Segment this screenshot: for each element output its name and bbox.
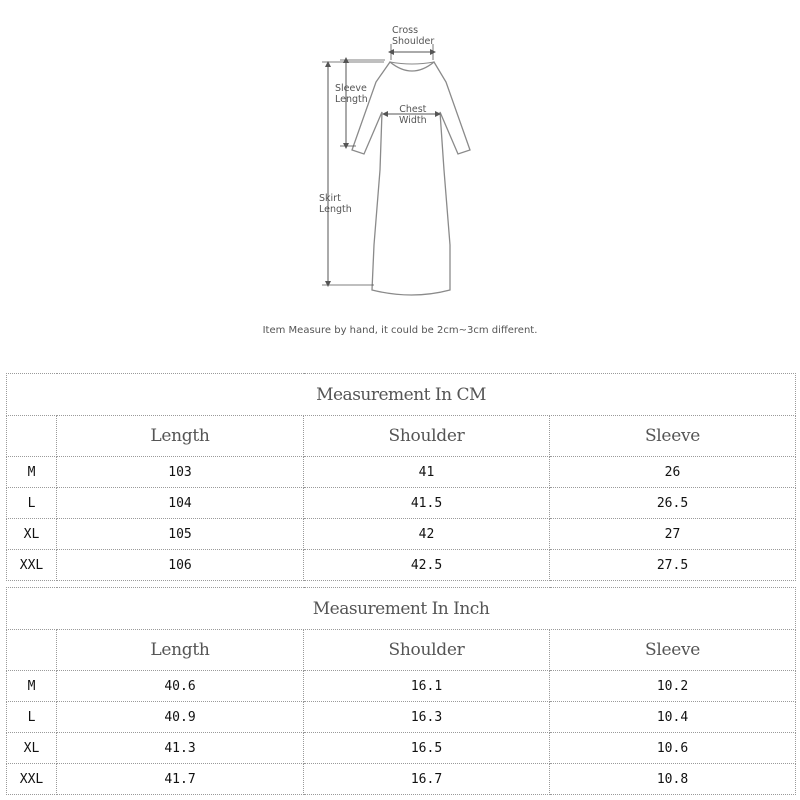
- inch-table-title: Measurement In Inch: [7, 588, 796, 630]
- inch-header-sleeve: Sleeve: [550, 630, 796, 671]
- sleeve-length-label-line1: Sleeve: [335, 83, 367, 94]
- cm-size-table: [6, 373, 796, 581]
- cm-header-size: [7, 416, 57, 457]
- skirt-length-label-line1: Skirt: [319, 193, 341, 204]
- chest-width-label-line2: Width: [399, 115, 427, 126]
- chest-width-label-line1: Chest: [399, 104, 427, 115]
- shoulder-cell: 42.5: [304, 550, 550, 581]
- size-cell: XXL: [7, 764, 57, 795]
- length-cell: 40.9: [57, 702, 304, 733]
- cm-table-title: Measurement In CM: [7, 374, 796, 416]
- shoulder-cell: 16.5: [304, 733, 550, 764]
- cm-header-length: Length: [57, 416, 304, 457]
- size-cell: M: [7, 671, 57, 702]
- sleeve-cell: 10.8: [550, 764, 796, 795]
- size-cell: XL: [7, 519, 57, 550]
- sleeve-cell: 10.4: [550, 702, 796, 733]
- size-cell: L: [7, 702, 57, 733]
- length-cell: 41.3: [57, 733, 304, 764]
- cross-shoulder-label: [392, 25, 434, 47]
- sleeve-cell: 27: [550, 519, 796, 550]
- inch-size-table: [6, 587, 796, 795]
- length-cell: 103: [57, 457, 304, 488]
- cm-header-shoulder: Shoulder: [304, 416, 550, 457]
- shoulder-cell: 41.5: [304, 488, 550, 519]
- sleeve-cell: 26.5: [550, 488, 796, 519]
- shoulder-cell: 16.1: [304, 671, 550, 702]
- sleeve-cell: 10.2: [550, 671, 796, 702]
- length-cell: 104: [57, 488, 304, 519]
- size-cell: M: [7, 457, 57, 488]
- size-cell: L: [7, 488, 57, 519]
- skirt-length-label: [319, 193, 352, 215]
- sleeve-length-label: [335, 83, 368, 105]
- length-cell: 105: [57, 519, 304, 550]
- skirt-length-label-line2: Length: [319, 204, 352, 215]
- measurement-note: Item Measure by hand, it could be 2cm~3cm different.: [262, 325, 538, 336]
- length-cell: 40.6: [57, 671, 304, 702]
- table-row: [7, 457, 796, 488]
- sleeve-length-label-line2: Length: [335, 94, 368, 105]
- dress-outline-icon: [0, 0, 800, 345]
- shoulder-cell: 41: [304, 457, 550, 488]
- table-row: [7, 702, 796, 733]
- table-row: [7, 764, 796, 795]
- inch-header-size: [7, 630, 57, 671]
- sleeve-cell: 10.6: [550, 733, 796, 764]
- shoulder-cell: 16.7: [304, 764, 550, 795]
- inch-header-length: Length: [57, 630, 304, 671]
- table-row: [7, 671, 796, 702]
- cross-shoulder-label-line1: Cross: [392, 25, 419, 36]
- table-row: [7, 550, 796, 581]
- table-row: [7, 519, 796, 550]
- sleeve-cell: 26: [550, 457, 796, 488]
- cm-header-sleeve: Sleeve: [550, 416, 796, 457]
- length-cell: 41.7: [57, 764, 304, 795]
- size-cell: XL: [7, 733, 57, 764]
- size-cell: XXL: [7, 550, 57, 581]
- inch-header-shoulder: Shoulder: [304, 630, 550, 671]
- shoulder-cell: 16.3: [304, 702, 550, 733]
- sleeve-cell: 27.5: [550, 550, 796, 581]
- dress-measurement-diagram: [0, 0, 800, 345]
- shoulder-cell: 42: [304, 519, 550, 550]
- cross-shoulder-label-line2: Shoulder: [392, 36, 435, 47]
- table-row: [7, 733, 796, 764]
- table-row: [7, 488, 796, 519]
- length-cell: 106: [57, 550, 304, 581]
- chest-width-label: [399, 104, 427, 126]
